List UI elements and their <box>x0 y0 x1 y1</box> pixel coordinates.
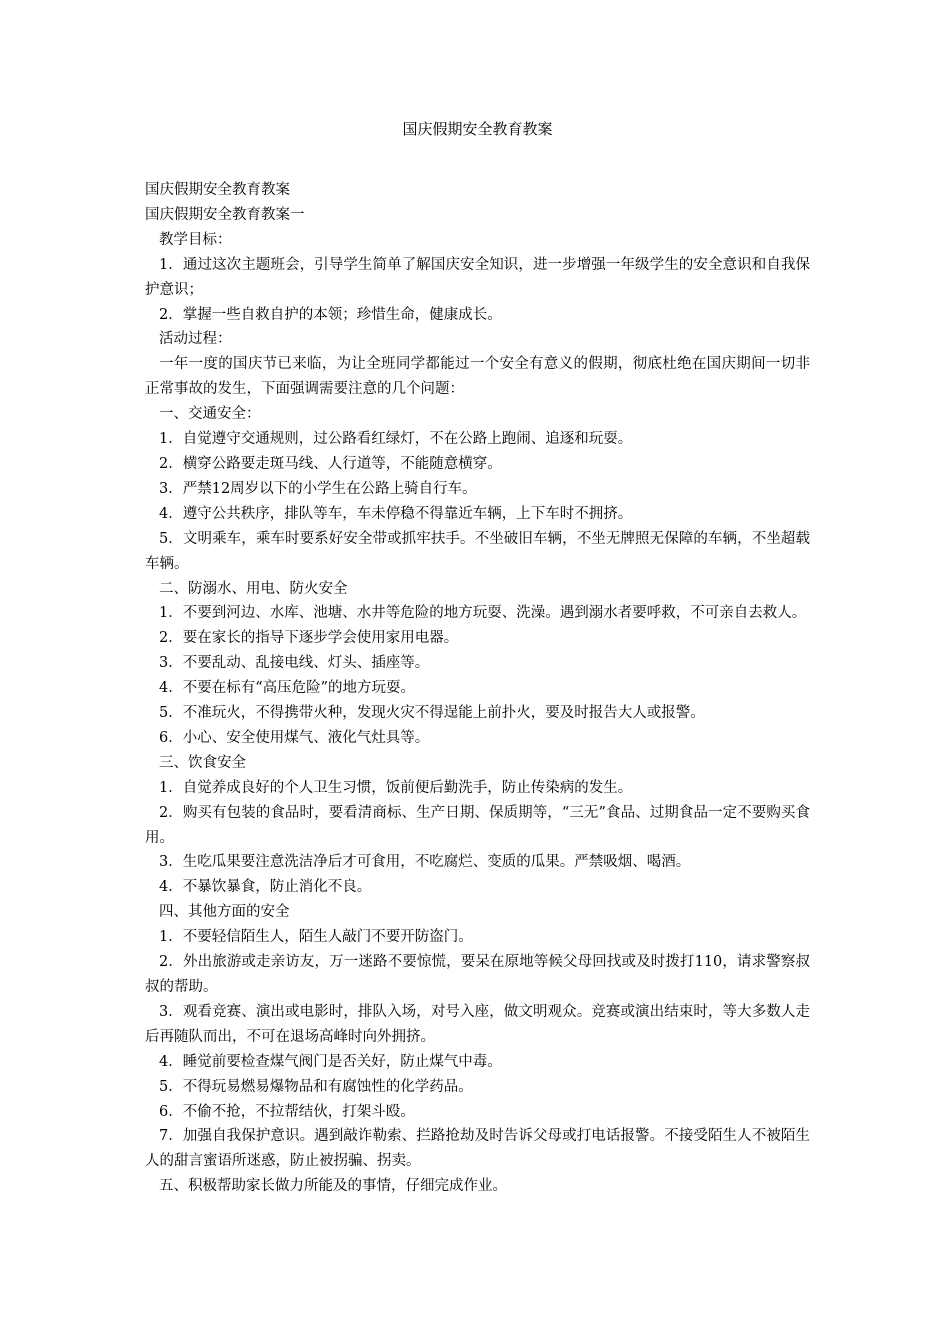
document-paragraph: 3．观看竞赛、演出或电影时，排队入场，对号入座，做文明观众。竞赛或演出结束时，等大多数人走后再随队而出，不可在退场高峰时向外拥挤。 <box>145 1003 810 1045</box>
document-paragraph: 二、防溺水、用电、防火安全 <box>159 580 348 597</box>
document-paragraph: 2．要在家长的指导下逐步学会使用家用电器。 <box>159 630 459 647</box>
document-paragraph: 4．遵守公共秩序，排队等车，车未停稳不得靠近车辆，上下车时不拥挤。 <box>159 505 633 522</box>
document-paragraph: 一年一度的国庆节已来临，为让全班同学都能过一个安全有意义的假期，彻底杜绝在国庆期间一切非正常事故的发生，下面强调需要注意的几个问题： <box>145 356 810 398</box>
document-paragraph: 1．不要轻信陌生人，陌生人敲门不要开防盗门。 <box>159 929 473 946</box>
document-paragraph: 6．不偷不抢，不拉帮结伙，打架斗殴。 <box>159 1103 415 1120</box>
document-paragraph: 一、交通安全： <box>159 406 261 423</box>
document-paragraph: 三、饮食安全 <box>159 754 246 771</box>
document-paragraph: 5．不准玩火，不得携带火种，发现火灾不得逞能上前扑火，要及时报告大人或报警。 <box>159 705 705 722</box>
document-paragraph: 教学目标： <box>159 231 232 248</box>
document-paragraph: 5．文明乘车，乘车时要系好安全带或抓牢扶手。不坐破旧车辆，不坐无牌照无保障的车辆，不坐超载车辆。 <box>145 530 810 572</box>
document-content <box>145 118 810 1199</box>
document-paragraph: 5．不得玩易燃易爆物品和有腐蚀性的化学药品。 <box>159 1078 473 1095</box>
document-body <box>145 178 810 1199</box>
document-paragraph: 五、积极帮助家长做力所能及的事情，仔细完成作业。 <box>159 1178 507 1195</box>
document-paragraph: 2．购买有包装的食品时，要看清商标、生产日期、保质期等，“三无”食品、过期食品一定不要购买食用。 <box>145 804 810 846</box>
document-paragraph: 7．加强自我保护意识。遇到敲诈勒索、拦路抢劫及时告诉父母或打电话报警。不接受陌生人不被陌生人的甜言蜜语所迷惑，防止被拐骗、拐卖。 <box>145 1128 810 1170</box>
document-title: 国庆假期安全教育教案 <box>402 120 553 138</box>
document-paragraph: 3．不要乱动、乱接电线、灯头、插座等。 <box>159 655 430 672</box>
document-paragraph: 4．不要在标有“高压危险”的地方玩耍。 <box>159 680 416 697</box>
document-paragraph: 2．横穿公路要走斑马线、人行道等，不能随意横穿。 <box>159 455 502 472</box>
document-paragraph: 1．自觉养成良好的个人卫生习惯，饭前便后勤洗手，防止传染病的发生。 <box>159 779 633 796</box>
document-paragraph: 4．睡觉前要检查煤气阀门是否关好，防止煤气中毒。 <box>159 1053 502 1070</box>
document-paragraph: 3．生吃瓜果要注意洗洁净后才可食用，不吃腐烂、变质的瓜果。严禁吸烟、喝酒。 <box>159 854 691 871</box>
document-paragraph: 1．自觉遵守交通规则，过公路看红绿灯，不在公路上跑闹、追逐和玩耍。 <box>159 431 633 448</box>
document-paragraph: 活动过程： <box>159 331 232 348</box>
document-paragraph: 四、其他方面的安全 <box>159 904 290 921</box>
document-paragraph: 3．严禁12周岁以下的小学生在公路上骑自行车。 <box>159 480 477 497</box>
document-paragraph: 国庆假期安全教育教案 <box>145 182 290 198</box>
document-paragraph: 2．掌握一些自救自护的本领；珍惜生命，健康成长。 <box>159 306 502 323</box>
document-paragraph: 2．外出旅游或走亲访友，万一迷路不要惊慌，要呆在原地等候父母回找或及时拨打110，请求警察叔叔的帮助。 <box>145 954 810 995</box>
document-paragraph: 6．小心、安全使用煤气、液化气灶具等。 <box>159 729 430 746</box>
document-paragraph: 1．不要到河边、水库、池塘、水井等危险的地方玩耍、洗澡。遇到溺水者要呼救，不可亲自去救人。 <box>159 605 807 622</box>
document-paragraph: 国庆假期安全教育教案一 <box>145 206 305 223</box>
document-paragraph: 1．通过这次主题班会，引导学生简单了解国庆安全知识，进一步增强一年级学生的安全意识和自我保护意识； <box>145 256 810 298</box>
document-paragraph: 4．不暴饮暴食，防止消化不良。 <box>159 879 372 896</box>
